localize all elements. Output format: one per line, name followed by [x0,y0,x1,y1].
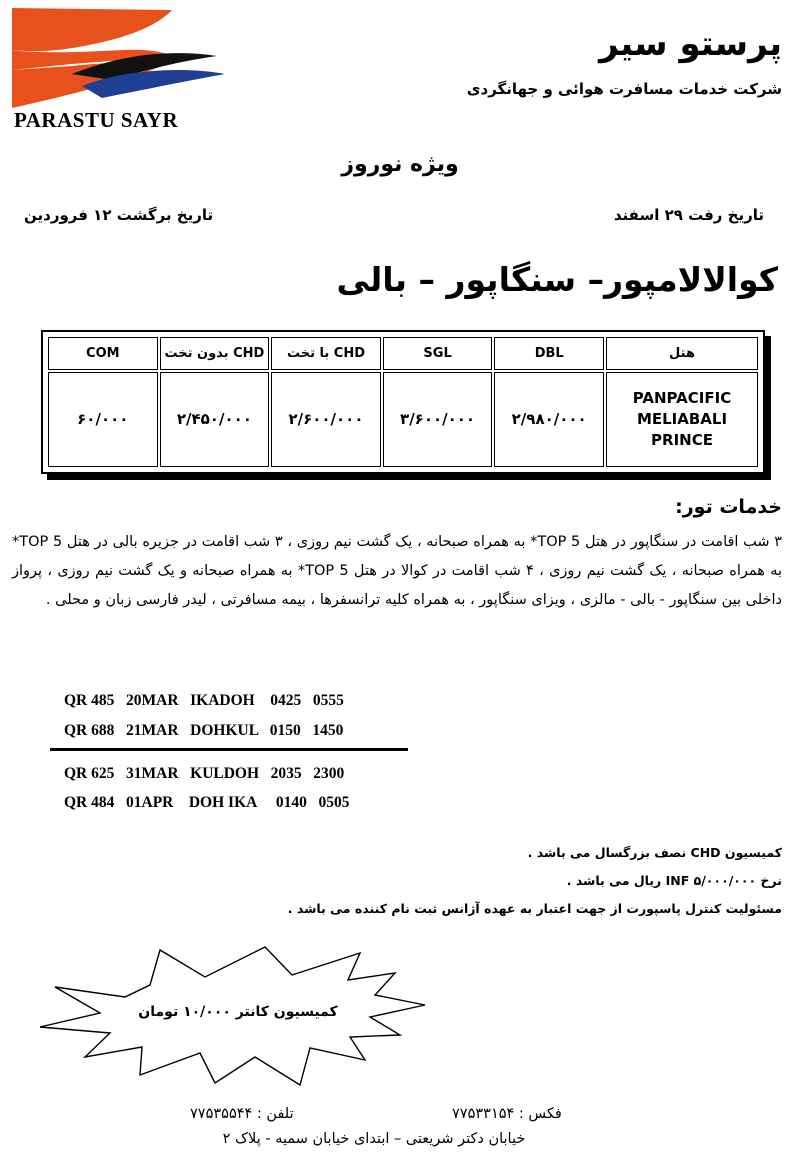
price-com: ۶۰/۰۰۰ [48,372,158,468]
header-chd-no-bed: CHD بدون تخت [160,337,270,370]
price-table [46,335,760,469]
header-hotel: هتل [606,337,758,370]
price-table-frame [41,330,765,474]
header-chd-with-bed: CHD با تخت [271,337,381,370]
note-chd-commission: کمیسیون CHD نصف بزرگسال می باشد . [527,845,782,860]
hotel-line: PANPACIFIC [632,388,732,407]
company-name: پرستو سیر [599,24,782,64]
header-com: COM [48,337,158,370]
services-title: خدمات تور: [675,496,782,518]
fax-number: فکس : ۷۷۵۳۳۱۵۴ [452,1106,562,1122]
note-passport: مسئولیت کنترل پاسپورت از جهت اعتبار به عهده آژانس ثبت نام کننده می باشد . [287,901,782,916]
route-title: کوالالامپور– سنگاپور – بالی [336,260,778,299]
brand-name-en: PARASTU SAYR [14,108,179,132]
parastu-bird-logo-icon [12,8,227,108]
price-chd-no-bed: ۲/۴۵۰/۰۰۰ [160,372,270,468]
phone-number: تلفن : ۷۷۵۳۵۵۴۴ [190,1106,294,1122]
header-sgl: SGL [383,337,493,370]
hotel-line: MELIABALI [636,409,728,428]
services-text: ۳ شب اقامت در سنگاپور در هتل TOP 5* به همراه صبحانه ، یک گشت نیم روزی ، ۳ شب اقامت در جزیره بالی در هتل TOP 5* به همراه صبحانه ، یک گشت نیم روزی ، ۴ شب اقامت در کوالا در هتل TOP 5* به همراه صبحانه و یک گشت نیم روزی ، پرواز داخلی بین سنگاپور - بالی - مالزی ، ویزای سنگاپور ، به همراه کلیه ترانسفرها ، بیمه مسافرتی ، لیدر فارسی زبان و محلی . [12,534,783,608]
price-dbl: ۲/۹۸۰/۰۰۰ [494,372,604,468]
hotel-line: PRINCE [651,430,713,449]
note-inf-rate: نرخ INF ۵/۰۰۰/۰۰۰ ریال می باشد . [566,873,782,888]
flight-row: QR 485 20MAR IKADOH 0425 0555 [64,692,344,709]
flight-row: QR 688 21MAR DOHKUL 0150 1450 [64,722,344,739]
flight-row: QR 625 31MAR KULDOH 2035 2300 [64,765,345,782]
departure-date: تاریخ رفت ۲۹ اسفند [613,206,764,224]
price-chd-with-bed: ۲/۶۰۰/۰۰۰ [271,372,381,468]
return-date: تاریخ برگشت ۱۲ فروردین [24,206,214,224]
flight-row: QR 484 01APR DOH IKA 0140 0505 [64,794,350,811]
address: خیابان دکتر شریعتی – ابتدای خیابان سمیه - پلاک ۲ [222,1131,526,1147]
header-dbl: DBL [494,337,604,370]
company-subtitle: شرکت خدمات مسافرت هوائی و جهانگردی [466,80,782,98]
hotel-names [606,372,758,468]
counter-commission: کمیسیون کانتر ۱۰/۰۰۰ تومان [138,1004,338,1020]
special-title: ویژه نوروز [341,152,459,177]
price-sgl: ۳/۶۰۰/۰۰۰ [383,372,493,468]
flight-divider [50,748,408,751]
